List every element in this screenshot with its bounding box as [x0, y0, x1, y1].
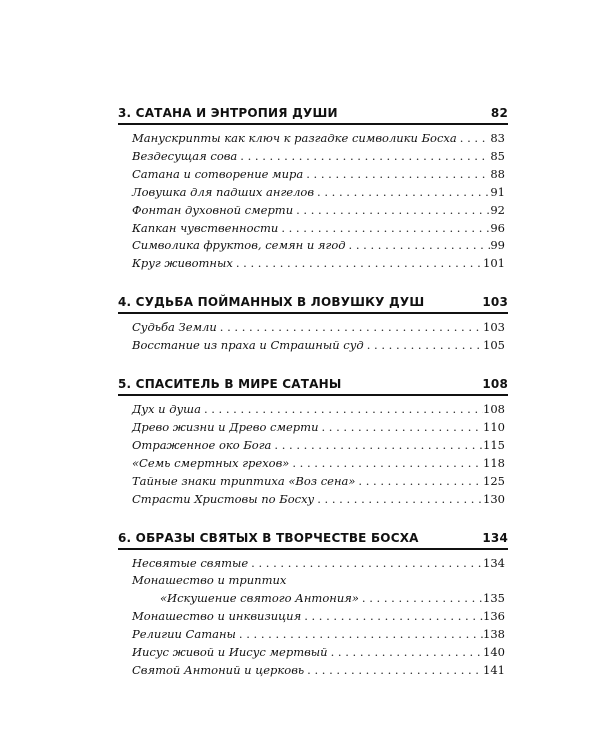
entry-page-number: 136 [483, 609, 505, 624]
chapter-title: 4. СУДЬБА ПОЙМАННЫХ В ЛОВУШКУ ДУШ [118, 295, 425, 310]
dot-leader [303, 166, 490, 184]
chapter-heading[interactable] [118, 295, 508, 314]
toc-entry[interactable] [118, 148, 508, 166]
entry-page-number: 108 [483, 402, 505, 417]
entry-page-number: 140 [483, 645, 505, 660]
toc-entry[interactable] [118, 319, 508, 337]
entry-page-number: 105 [483, 338, 505, 353]
entry-page-number: 96 [490, 220, 505, 235]
chapter-page-number: 82 [490, 106, 508, 120]
entry-title: Монашество и триптих [132, 573, 287, 588]
entry-page-number: 101 [483, 256, 505, 271]
dot-leader [293, 202, 490, 220]
entry-title: Символика фруктов, семян и ягод [132, 238, 346, 253]
toc-entry[interactable] [118, 255, 508, 273]
chapter-page-number: 108 [482, 377, 508, 392]
entry-page-number: 103 [483, 320, 505, 335]
entry-title: «Искушение святого Антония» [160, 591, 359, 606]
entry-title: Религии Сатаны [132, 627, 236, 642]
chapter-title: 5. СПАСИТЕЛЬ В МИРЕ САТАНЫ [118, 377, 342, 392]
dot-leader [271, 437, 483, 455]
toc-entry[interactable] [118, 555, 508, 573]
toc-entry[interactable] [118, 419, 508, 437]
entry-page-number: 115 [483, 437, 505, 452]
dot-leader [457, 130, 491, 148]
dot-leader [359, 590, 483, 608]
entry-title: Дух и душа [132, 402, 201, 417]
chapter-page-number: 134 [482, 530, 508, 545]
dot-leader [201, 401, 483, 419]
toc-entry[interactable] [118, 130, 508, 148]
dot-leader [314, 491, 483, 509]
toc-entry[interactable] [118, 184, 508, 202]
toc-entry[interactable] [118, 437, 508, 455]
chapter-4 [118, 295, 508, 355]
entry-page-number: 91 [490, 184, 505, 199]
dot-leader [248, 555, 483, 573]
entry-title: Сатана и сотворение мира [132, 166, 304, 181]
entry-title: Тайные знаки триптиха «Воз сена» [132, 473, 356, 488]
chapter-heading[interactable] [118, 106, 508, 125]
entry-title: Капкан чувственности [132, 220, 279, 235]
chapter-5 [118, 377, 508, 508]
dot-leader [304, 662, 483, 680]
entry-page-number: 99 [490, 238, 505, 253]
entry-page-number: 138 [483, 627, 505, 642]
chapter-6 [118, 531, 508, 680]
chapter-heading[interactable] [118, 531, 508, 550]
dot-leader [301, 608, 483, 626]
toc-entry-multiline-end[interactable] [118, 590, 508, 608]
entry-page-number: 134 [483, 555, 505, 570]
toc-entry-multiline-start[interactable] [118, 572, 508, 590]
entry-page-number: 118 [483, 455, 505, 470]
entry-title: Судьба Земли [132, 320, 217, 335]
toc-entry[interactable] [118, 220, 508, 238]
entry-title: Страсти Христовы по Босху [132, 491, 315, 506]
entry-page-number: 130 [483, 491, 505, 506]
entry-page-number: 125 [483, 473, 505, 488]
dot-leader [217, 319, 483, 337]
chapter-heading[interactable] [118, 377, 508, 396]
entry-page-number: 85 [490, 148, 505, 163]
entry-title: Круг животных [132, 256, 233, 271]
entry-title: Ловушка для падших ангелов [132, 184, 315, 199]
toc-entry[interactable] [118, 337, 508, 355]
dot-leader [278, 220, 490, 238]
dot-leader [346, 237, 491, 255]
toc-entry[interactable] [118, 626, 508, 644]
dot-leader [289, 455, 483, 473]
entry-page-number: 135 [483, 591, 505, 606]
chapter-page-number: 103 [482, 295, 508, 310]
toc-entry[interactable] [118, 401, 508, 419]
entry-page-number: 141 [483, 662, 505, 677]
entry-title: Иисус живой и Иисус мертвый [132, 645, 328, 660]
entry-title: Отраженное око Бога [132, 437, 272, 452]
chapter-3 [118, 106, 508, 273]
entry-title: Несвятые святые [132, 555, 249, 570]
toc-entry[interactable] [118, 473, 508, 491]
dot-leader [236, 626, 483, 644]
toc-entry[interactable] [118, 455, 508, 473]
entry-title: «Семь смертных грехов» [132, 455, 290, 470]
dot-leader [355, 473, 483, 491]
entry-title: Древо жизни и Древо смерти [132, 419, 319, 434]
chapter-title: 3. САТАНА И ЭНТРОПИЯ ДУШИ [118, 106, 338, 120]
chapter-title: 6. ОБРАЗЫ СВЯТЫХ В ТВОРЧЕСТВЕ БОСХА [118, 530, 419, 545]
dot-leader [237, 148, 490, 166]
entry-title: Святой Антоний и церковь [132, 662, 305, 677]
entry-title: Восстание из праха и Страшный суд [132, 338, 364, 353]
toc-entry[interactable] [118, 237, 508, 255]
dot-leader [318, 419, 483, 437]
table-of-contents [118, 106, 508, 702]
toc-entry[interactable] [118, 644, 508, 662]
toc-entry[interactable] [118, 662, 508, 680]
toc-entry[interactable] [118, 491, 508, 509]
entry-title: Фонтан духовной смерти [132, 202, 294, 217]
dot-leader [233, 255, 483, 273]
toc-entry[interactable] [118, 166, 508, 184]
entry-page-number: 83 [490, 131, 505, 145]
dot-leader [328, 644, 483, 662]
toc-entry[interactable] [118, 608, 508, 626]
entry-page-number: 110 [483, 419, 505, 434]
entry-title: Вездесущая сова [132, 148, 238, 163]
dot-leader [364, 337, 483, 355]
entry-page-number: 92 [490, 202, 505, 217]
entry-title: Манускрипты как ключ к разгадке символики Босха [132, 131, 457, 145]
toc-entry[interactable] [118, 202, 508, 220]
dot-leader [314, 184, 490, 202]
entry-title: Монашество и инквизиция [132, 609, 302, 624]
entry-page-number: 88 [490, 166, 505, 181]
